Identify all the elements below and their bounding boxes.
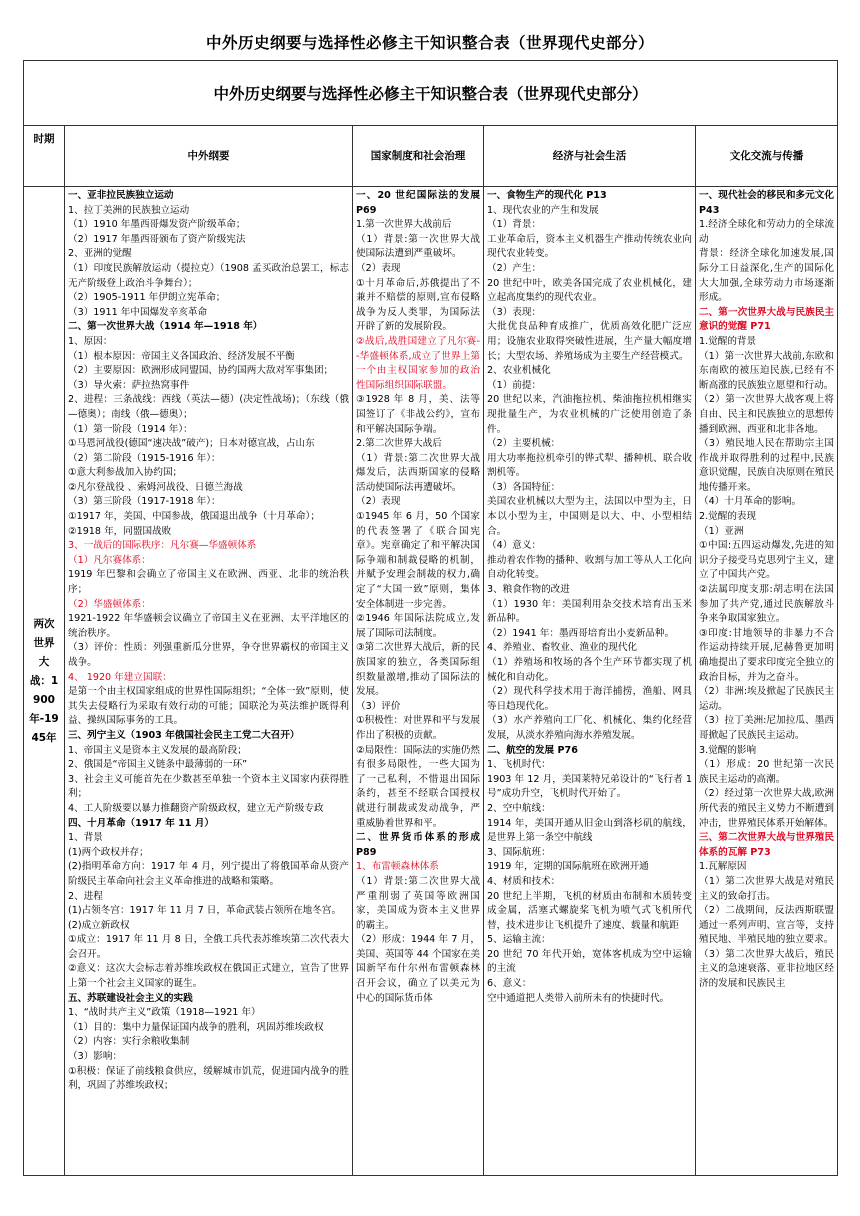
header-col3: 经济与社会生活 xyxy=(552,150,627,162)
header-col4: 文化交流与传播 xyxy=(729,150,804,162)
table-cell-line: ①意大利参战加入协约国； xyxy=(68,467,183,479)
table-cell-line: 4、工人阶级要以暴力推翻资产阶级政权，建立无产阶级专政 xyxy=(68,802,324,814)
table-cell-line: ①积极：保证了前线粮食供应，缓解城市饥荒，促进国内战争的胜利，巩固了苏维埃政权； xyxy=(68,1065,349,1092)
table-cell-line: 3、粮食作物的改进 xyxy=(487,584,570,596)
table-cell-line: （2）1941 年：墨西哥培育出小麦新品种。 xyxy=(487,627,675,639)
table-cell-line: （3）殖民地人民在帮助宗主国作战并取得胜利的过程中,民族意识觉醒，民族自决原则在殖民地传播开来。 xyxy=(699,438,834,493)
table-cell-line: 2、亚洲的觉醒 xyxy=(68,248,132,260)
table-cell-line: （3）第二次世界大战后，殖民主义的急速衰落、亚非拉地区经济的发展和民族民主 xyxy=(699,948,834,990)
table-cell-line: ②凡尔登战役 、索姆河战役、日德兰海战 xyxy=(68,481,243,493)
table-cell-line: （3）第三阶段（1917-1918 年）： xyxy=(68,496,221,508)
table-cell-line: （2）1905-1911 年伊朗立宪革命； xyxy=(68,292,226,304)
table-cell-line: 2.觉醒的表现 xyxy=(699,511,757,523)
table-cell-line: (2)指明革命方向：1917 年 4 月，列宁提出了将俄国革命从资产阶级民主革命向社会主义革命推进的战略和策略。 xyxy=(68,861,349,887)
table-cell-line: 4、 1920 年建立国联： xyxy=(68,671,172,683)
table-cell-line: 一、食物生产的现代化 P13 xyxy=(487,190,607,201)
table-cell-line: 三、列宁主义（1903 年俄国社会民主工党二大召开） xyxy=(68,729,300,741)
table-cell-line: 3、一战后的国际秩序：凡尔赛—华盛顿体系 xyxy=(68,540,257,552)
table-cell-line: （1）第二次世界大战是对殖民主义的致命打击。 xyxy=(699,875,834,902)
table-cell-line: ②局限性：国际法的实施仍然有很多局限性，一些大国为了一己私利，不惜退出国际条约，甚至不经联合国授权就进行制裁或发动战争，严重威胁着世界和平。 xyxy=(356,744,480,829)
table-cell-line: （2）主要原因：欧洲形成同盟国、协约国两大敌对军事集团； xyxy=(68,365,334,377)
table-cell-line: 20 世纪 70 年代开始，宽体客机成为空中运输的主流 xyxy=(487,948,692,975)
table-cell-line: 四、十月革命（1917 年 11 月） xyxy=(68,817,215,829)
table-cell-line: 大批优良品种育成推广，优质高效化肥广泛应用；设施农业取得突破性进展，生产量大幅度增长；大型农场、养殖场成为主要生产经营模式。 xyxy=(487,321,692,362)
table-cell-line: 1、背景 xyxy=(68,832,103,844)
header-period: 时期 xyxy=(33,133,55,145)
table-cell-line: 6、意义： xyxy=(487,978,532,990)
table-cell-line: （1）1910 年墨西哥爆发资产阶级革命； xyxy=(68,219,246,231)
table-cell-line: 2、俄国是“帝国主义链条中最薄弱的一环” xyxy=(68,759,248,771)
table-cell-line: （2）主要机械： xyxy=(487,438,561,450)
table-cell-line: 一、现代社会的移民和多元文化 P43 xyxy=(699,190,834,216)
table-cell-line: 1.经济全球化和劳动力的全球流动 xyxy=(699,219,834,245)
table-cell-line: 是第一个由主权国家组成的世界性国际组织；“全体一致”原则，使其失去侵略行为采取有效行动的可能；国联沦为英法维护既得利益、操纵国际事务的工具。 xyxy=(68,686,349,727)
table-cell-line: 1914 年，美国开通从旧金山到洛杉矶的航线，是世界上第一条空中航线 xyxy=(487,817,692,844)
table-cell-line: （3）各国特征： xyxy=(487,481,561,493)
table-cell-line: （3）评价：性质：列强重新瓜分世界，争夺世界霸权的帝国主义战争。 xyxy=(68,642,349,668)
table-cell-line: （2）非洲:埃及掀起了民族民主运动。 xyxy=(699,686,834,712)
header-divider xyxy=(24,186,837,187)
table-cell-line: 20 世纪以来，汽油拖拉机、柴油拖拉机相继实现批量生产，为农业机械的广泛使用创造了条件。 xyxy=(487,394,692,435)
table-cell-line: ①中国:五四运动爆发,先进的知识分子接受马克思列宁主义，建立了中国共产党。 xyxy=(699,540,834,581)
table-cell-line: 2、进程：三条战线：西线（英法—德）(决定性战场)；（东线（俄—德奥）；南线（俄—德奥）； xyxy=(68,394,349,420)
table-cell-line: 2、进程 xyxy=(68,890,103,902)
table-cell-line: （2）1917 年墨西哥颁布了资产阶级宪法 xyxy=(68,233,246,245)
table-cell-line: ①1945 年 6 月，50 个国家的代表签署了《联合国宪章》。宪章确定了和平解决国际争端和制裁侵略的机制，并赋予安理会制裁的权力,确定了“大国一致”原则，集体安全体制进一步完善。 xyxy=(356,511,480,610)
table-cell-line: 1903 年 12 月，美国莱特兄弟设计的“飞行者 1 号”成功升空，飞机时代开始了。 xyxy=(487,773,692,800)
table-cell-line: 4、材质和技术： xyxy=(487,875,561,887)
table-cell-line: （2）内容：实行余粮收集制 xyxy=(68,1036,190,1048)
table-cell-line: 1、“战时共产主义”政策（1918—1921 年） xyxy=(68,1007,261,1019)
table-cell-line: （1）凡尔赛体系： xyxy=(68,554,151,566)
column-outline xyxy=(65,189,352,1173)
table-cell-line: （3）1911 年中国爆发辛亥革命 xyxy=(68,306,208,318)
table-cell-line: （2）表现 xyxy=(356,496,401,508)
table-cell-line: 4、养殖业、畜牧业、渔业的现代化 xyxy=(487,642,638,654)
knowledge-table xyxy=(23,60,838,1176)
table-cell-line: 三、第二次世界大战与世界殖民体系的瓦解 P73 xyxy=(699,832,834,858)
table-cell-line: （1）前提： xyxy=(487,379,542,391)
table-cell-line: （1）养殖场和牧场的各个生产环节都实现了机械化和自动化。 xyxy=(487,657,692,683)
table-cell-line: 1.瓦解原因 xyxy=(699,861,747,873)
period-label: 两次世界大战：1900年-1945年 xyxy=(29,617,59,744)
table-cell-line: （2）经过第一次世界大战,欧洲所代表的殖民主义势力不断遭到冲击，世界殖民体系开始解体。 xyxy=(699,788,834,829)
table-cell-line: 1919 年，定期的国际航班在欧洲开通 xyxy=(487,861,649,873)
table-cell-line: 3、国际航班： xyxy=(487,846,551,858)
table-cell-line: ②战后,战胜国建立了凡尔赛--华盛顿体系,成立了世界上第一个由主权国家参加的政治性国际组织国际联盟。 xyxy=(356,335,480,391)
table-cell-line: 2、空中航线： xyxy=(487,802,551,814)
table-cell-line: （1）亚洲 xyxy=(699,525,744,537)
table-cell-line: ②意义：这次大会标志着苏维埃政权在俄国正式建立，宣告了世界上第一个社会主义国家的诞生。 xyxy=(68,963,349,990)
table-cell-line: 20 世纪上半期，飞机的材质由布制和木质转变成金属，活塞式螺旋桨飞机为喷气式飞机所代替，技术进步让飞机提升了速度、载量和航距 xyxy=(487,890,692,931)
table-cell-line: （1）目的：集中力量保证国内战争的胜利，巩固苏维埃政权 xyxy=(68,1021,324,1033)
column-culture-exchange xyxy=(696,189,837,1173)
table-cell-line: （2）产生： xyxy=(487,262,542,274)
table-cell-line: 1、现代农业的产生和发展 xyxy=(487,204,599,216)
table-cell-line: （3）表现： xyxy=(487,306,542,318)
table-cell-line: 1921-1922 年华盛顿会议确立了帝国主义在亚洲、太平洋地区的统治秩序。 xyxy=(68,613,349,639)
header-col2: 国家制度和社会治理 xyxy=(370,150,466,162)
table-cell-line: 1、原因： xyxy=(68,335,113,347)
table-cell-line: 空中通道把人类带入前所未有的快捷时代。 xyxy=(487,992,670,1004)
table-cell-line: 用大功率拖拉机牵引的铧式犁、播种机、联合收割机等。 xyxy=(487,452,692,479)
table-cell-line: （2）形成：1944 年 7 月，美国、英国等 44 个国家在美国新罕布什尔州布雷顿森林召开会议，确立了以美元为中心的国际货币体 xyxy=(356,934,480,1004)
table-cell-line: 工业革命后，资本主义机器生产推动传统农业向现代农业转变。 xyxy=(487,233,692,260)
table-cell-line: 20 世纪中叶，欧美各国完成了农业机械化，建立起高度集约的现代农业。 xyxy=(487,277,692,304)
table-cell-line: 美国农业机械以大型为主，法国以中型为主，日本以小型为主，中国则是以大、中、小型相结合。 xyxy=(487,496,692,537)
table-cell-line: 一、亚非拉民族独立运动 xyxy=(68,190,174,201)
table-cell-line: （1）背景:第二次世界大战严重削弱了英国等欧洲国家，美国成为资本主义世界的霸主。 xyxy=(356,875,480,931)
table-cell-line: 1919 年巴黎和会确立了帝国主义在欧洲、西亚、北非的统治秩序； xyxy=(68,569,349,596)
table-cell-line: 5、运输主流： xyxy=(487,934,551,946)
table-cell-line: （2）第二阶段（1915-1916 年）： xyxy=(68,452,221,464)
table-cell-line: 二、第一次世界大战与民族民主意识的觉醒 P71 xyxy=(699,306,834,333)
table-cell-line: （2）表现 xyxy=(356,262,401,274)
table-cell-line: （1）第一阶段（1914 年）： xyxy=(68,423,193,435)
table-cell-line: （2）现代科学技术用于海洋捕捞，渔船、网具等日趋现代化。 xyxy=(487,686,692,712)
table-cell-line: 二、世界货币体系的形成 P89 xyxy=(356,832,480,858)
period-cell xyxy=(24,187,64,1175)
table-cell-line: 推动着农作物的播种、收割与加工等从人工化向自动化转变。 xyxy=(487,554,692,581)
table-cell-line: 3.觉醒的影响 xyxy=(699,744,757,756)
column-economy-society xyxy=(484,189,695,1173)
table-cell-line: （3）导火索：萨拉热窝事件 xyxy=(68,379,190,391)
table-cell-line: ②法属印度支那:胡志明在法国参加了共产党,通过民族解放斗争来争取国家独立。 xyxy=(699,584,834,625)
table-cell-line: 1、布雷顿森林体系 xyxy=(356,861,439,873)
table-cell-line: 1、拉丁美洲的民族独立运动 xyxy=(68,204,190,216)
table-cell-line: （1）背景:第二次世界大战爆发后，法西斯国家的侵略活动使国际法再遭破坏。 xyxy=(356,452,480,493)
table-cell-line: ②1946 年国际法院成立,发展了国际司法制度。 xyxy=(356,613,480,639)
table-cell-line: 1.第一次世界大战前后 xyxy=(356,219,452,231)
table-cell-line: 二、航空的发展 P76 xyxy=(487,744,578,756)
table-cell-line: （1）第一次世界大战前,东欧和东南欧的被压迫民族,已经有不断高涨的民族独立愿望和行动。 xyxy=(699,350,834,391)
table-cell-line: (1)占领冬宫：1917 年 11 月 7 日，革命武装占领所在地冬宫。 xyxy=(68,905,342,917)
table-cell-line: ③印度:甘地领导的非暴力不合作运动持续开展,尼赫鲁更加明确地提出了要求印度完全独立的政治目标，并为之奋斗。 xyxy=(699,627,834,683)
table-cell-line: ①马恩河战役(德国“速决战”破产)；日本对德宣战，占山东 xyxy=(68,438,315,450)
table-cell-line: （3）评价 xyxy=(356,700,401,712)
table-cell-line: （3）影响： xyxy=(68,1051,123,1063)
table-cell-line: ①十月革命后,苏俄提出了不兼并不赔偿的原则,宣布侵略战争为反人类罪，为国际法开辟了新的发展阶段。 xyxy=(356,277,480,333)
table-cell-line: 1.觉醒的背景 xyxy=(699,335,757,347)
table-cell-line: (1)两个政权并存； xyxy=(68,846,149,858)
table-cell-line: （4）意义： xyxy=(487,540,542,552)
table-cell-line: 3、社会主义可能首先在少数甚至单独一个资本主义国家内获得胜利； xyxy=(68,773,349,800)
table-cell-line: 2、农业机械化 xyxy=(487,365,551,377)
table-cell-line: （1）形成：20 世纪第一次民族民主运动的高潮。 xyxy=(699,759,834,785)
table-cell-line: （3）拉丁美洲:尼加拉瓜、墨西哥掀起了民族民主运动。 xyxy=(699,715,834,741)
table-cell-line: ③1928 年 8 月，美、法等国签订了《非战公约》，宣布和平解决国际争端。 xyxy=(356,394,480,435)
table-cell-line: （2）二战期间，反法西斯联盟通过一系列声明、宣言等，支持殖民地、半殖民地的独立要求。 xyxy=(699,905,834,946)
header-col1: 中外纲要 xyxy=(187,150,230,162)
table-cell-line: ③第二次世界大战后，新的民族国家的独立，各类国际组织数量激增,推动了国际法的发展。 xyxy=(356,642,480,698)
table-cell-line: 2.第二次世界大战后 xyxy=(356,438,442,450)
table-cell-line: 背景：经济全球化加速发展,国际分工日益深化,生产的国际化大大加强,全球劳动力市场逐渐形成。 xyxy=(699,248,834,304)
table-cell-line: 二、第一次世界大战（1914 年—1918 年） xyxy=(68,321,263,333)
table-cell-line: （3）水产养殖向工厂化、机械化、集约化经营发展，从淡水养殖向海水养殖发展。 xyxy=(487,715,692,741)
table-cell-line: ①成立：1917 年 11 月 8 日，全俄工兵代表苏维埃第二次代表大会召开。 xyxy=(68,934,349,960)
table-cell-line: （2）华盛顿体系： xyxy=(68,598,151,610)
column-state-governance xyxy=(353,189,483,1173)
table-cell-line: 1、帝国主义是资本主义发展的最高阶段； xyxy=(68,744,247,756)
table-title: 中外历史纲要与选择性必修主干知识整合表（世界现代史部分） xyxy=(24,61,837,126)
table-cell-line: 五、苏联建设社会主义的实践 xyxy=(68,992,193,1004)
table-cell-line: （1）背景:第一次世界大战使国际法遭到严重破坏。 xyxy=(356,233,480,260)
table-cell-line: （4）十月革命的影响。 xyxy=(699,496,802,508)
table-cell-line: （2）第一次世界大战客观上将自由、民主和民族独立的思想传播到欧洲、西亚和北非各地。 xyxy=(699,394,834,435)
table-cell-line: 一、20 世纪国际法的发展 P69 xyxy=(356,190,480,216)
table-cell-line: 1、飞机时代： xyxy=(487,759,551,771)
table-cell-line: （1）背景： xyxy=(487,219,542,231)
page-title: 中外历史纲要与选择性必修主干知识整合表（世界现代史部分） xyxy=(205,34,654,52)
table-cell-line: ①积极性：对世界和平与发展作出了积极的贡献。 xyxy=(356,715,480,741)
table-cell-line: ①1917 年，美国、中国参战，俄国退出战争（十月革命）； xyxy=(68,511,320,523)
table-cell-line: （1）1930 年：美国利用杂交技术培育出玉米新品种。 xyxy=(487,598,692,625)
table-cell-line: (2)成立新政权 xyxy=(68,919,130,931)
table-cell-line: （1）印度民族解放运动（提拉克）（1908 孟买政治总罢工，标志无产阶级登上政治斗争舞台）； xyxy=(68,262,349,289)
table-cell-line: ②1918 年，同盟国战败 xyxy=(68,525,172,537)
table-cell-line: （1）根本原因：帝国主义各国政治、经济发展不平衡 xyxy=(68,350,295,362)
